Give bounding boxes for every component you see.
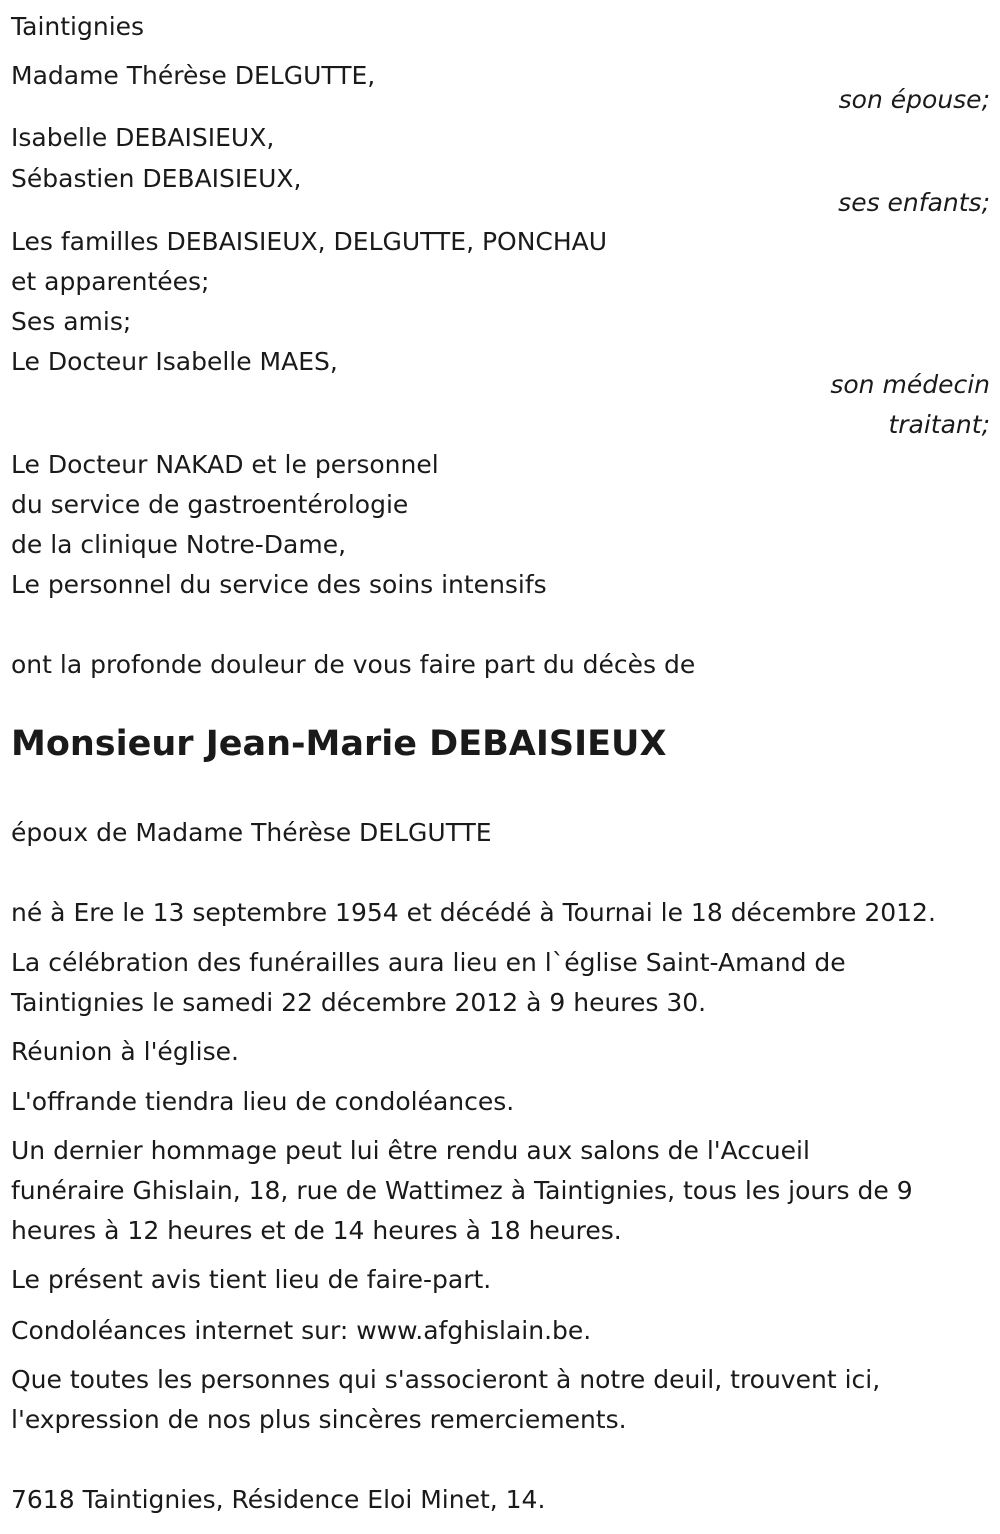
celebration-line-1: La célébration des funérailles aura lieu en l`église Saint-Amand de (11, 948, 846, 977)
tribute-line-2: funéraire Ghislain, 18, rue de Wattimez à Taintignies, tous les jours de 9 (11, 1176, 913, 1205)
spouse-name: Madame Thérèse DELGUTTE, (11, 61, 376, 90)
staff-line-2: du service de gastroentérologie (11, 490, 409, 519)
tribute-line-1: Un dernier hommage peut lui être rendu aux salons de l'Accueil (11, 1136, 810, 1165)
notice-line: Le présent avis tient lieu de faire-part. (11, 1265, 492, 1294)
spouse-of-line: époux de Madame Thérèse DELGUTTE (11, 818, 492, 847)
deceased-name: Monsieur Jean-Marie DEBAISIEUX (11, 724, 667, 764)
staff-line-3: de la clinique Notre-Dame, (11, 530, 347, 559)
staff-line-4: Le personnel du service des soins intensifs (11, 570, 547, 599)
child-name-2: Sébastien DEBAISIEUX, (11, 164, 302, 193)
families-line-1: Les familles DEBAISIEUX, DELGUTTE, PONCHAU (11, 227, 608, 256)
doctor-role-2: traitant; (888, 410, 990, 439)
announcement-intro: ont la profonde douleur de vous faire part du décès de (11, 650, 696, 679)
friends-line: Ses amis; (11, 307, 132, 336)
doctor-name: Le Docteur Isabelle MAES, (11, 347, 338, 376)
offering-line: L'offrande tiendra lieu de condoléances. (11, 1087, 515, 1116)
thanks-line-2: l'expression de nos plus sincères remerciements. (11, 1405, 627, 1434)
tribute-line-3: heures à 12 heures et de 14 heures à 18 heures. (11, 1216, 622, 1245)
town-header: Taintignies (11, 12, 145, 41)
address-line: 7618 Taintignies, Résidence Eloi Minet, 14. (11, 1485, 546, 1514)
families-line-2: et apparentées; (11, 267, 210, 296)
children-role: ses enfants; (838, 188, 990, 217)
thanks-line-1: Que toutes les personnes qui s'associeront à notre deuil, trouvent ici, (11, 1365, 881, 1394)
celebration-line-2: Taintignies le samedi 22 décembre 2012 à 9 heures 30. (11, 988, 707, 1017)
born-died-line: né à Ere le 13 septembre 1954 et décédé à Tournai le 18 décembre 2012. (11, 898, 936, 927)
condolences-line: Condoléances internet sur: www.afghislain.be. (11, 1316, 592, 1345)
spouse-role: son épouse; (838, 85, 990, 114)
staff-line-1: Le Docteur NAKAD et le personnel (11, 450, 439, 479)
doctor-role-1: son médecin (830, 370, 990, 399)
meeting-line: Réunion à l'église. (11, 1037, 239, 1066)
child-name-1: Isabelle DEBAISIEUX, (11, 123, 275, 152)
